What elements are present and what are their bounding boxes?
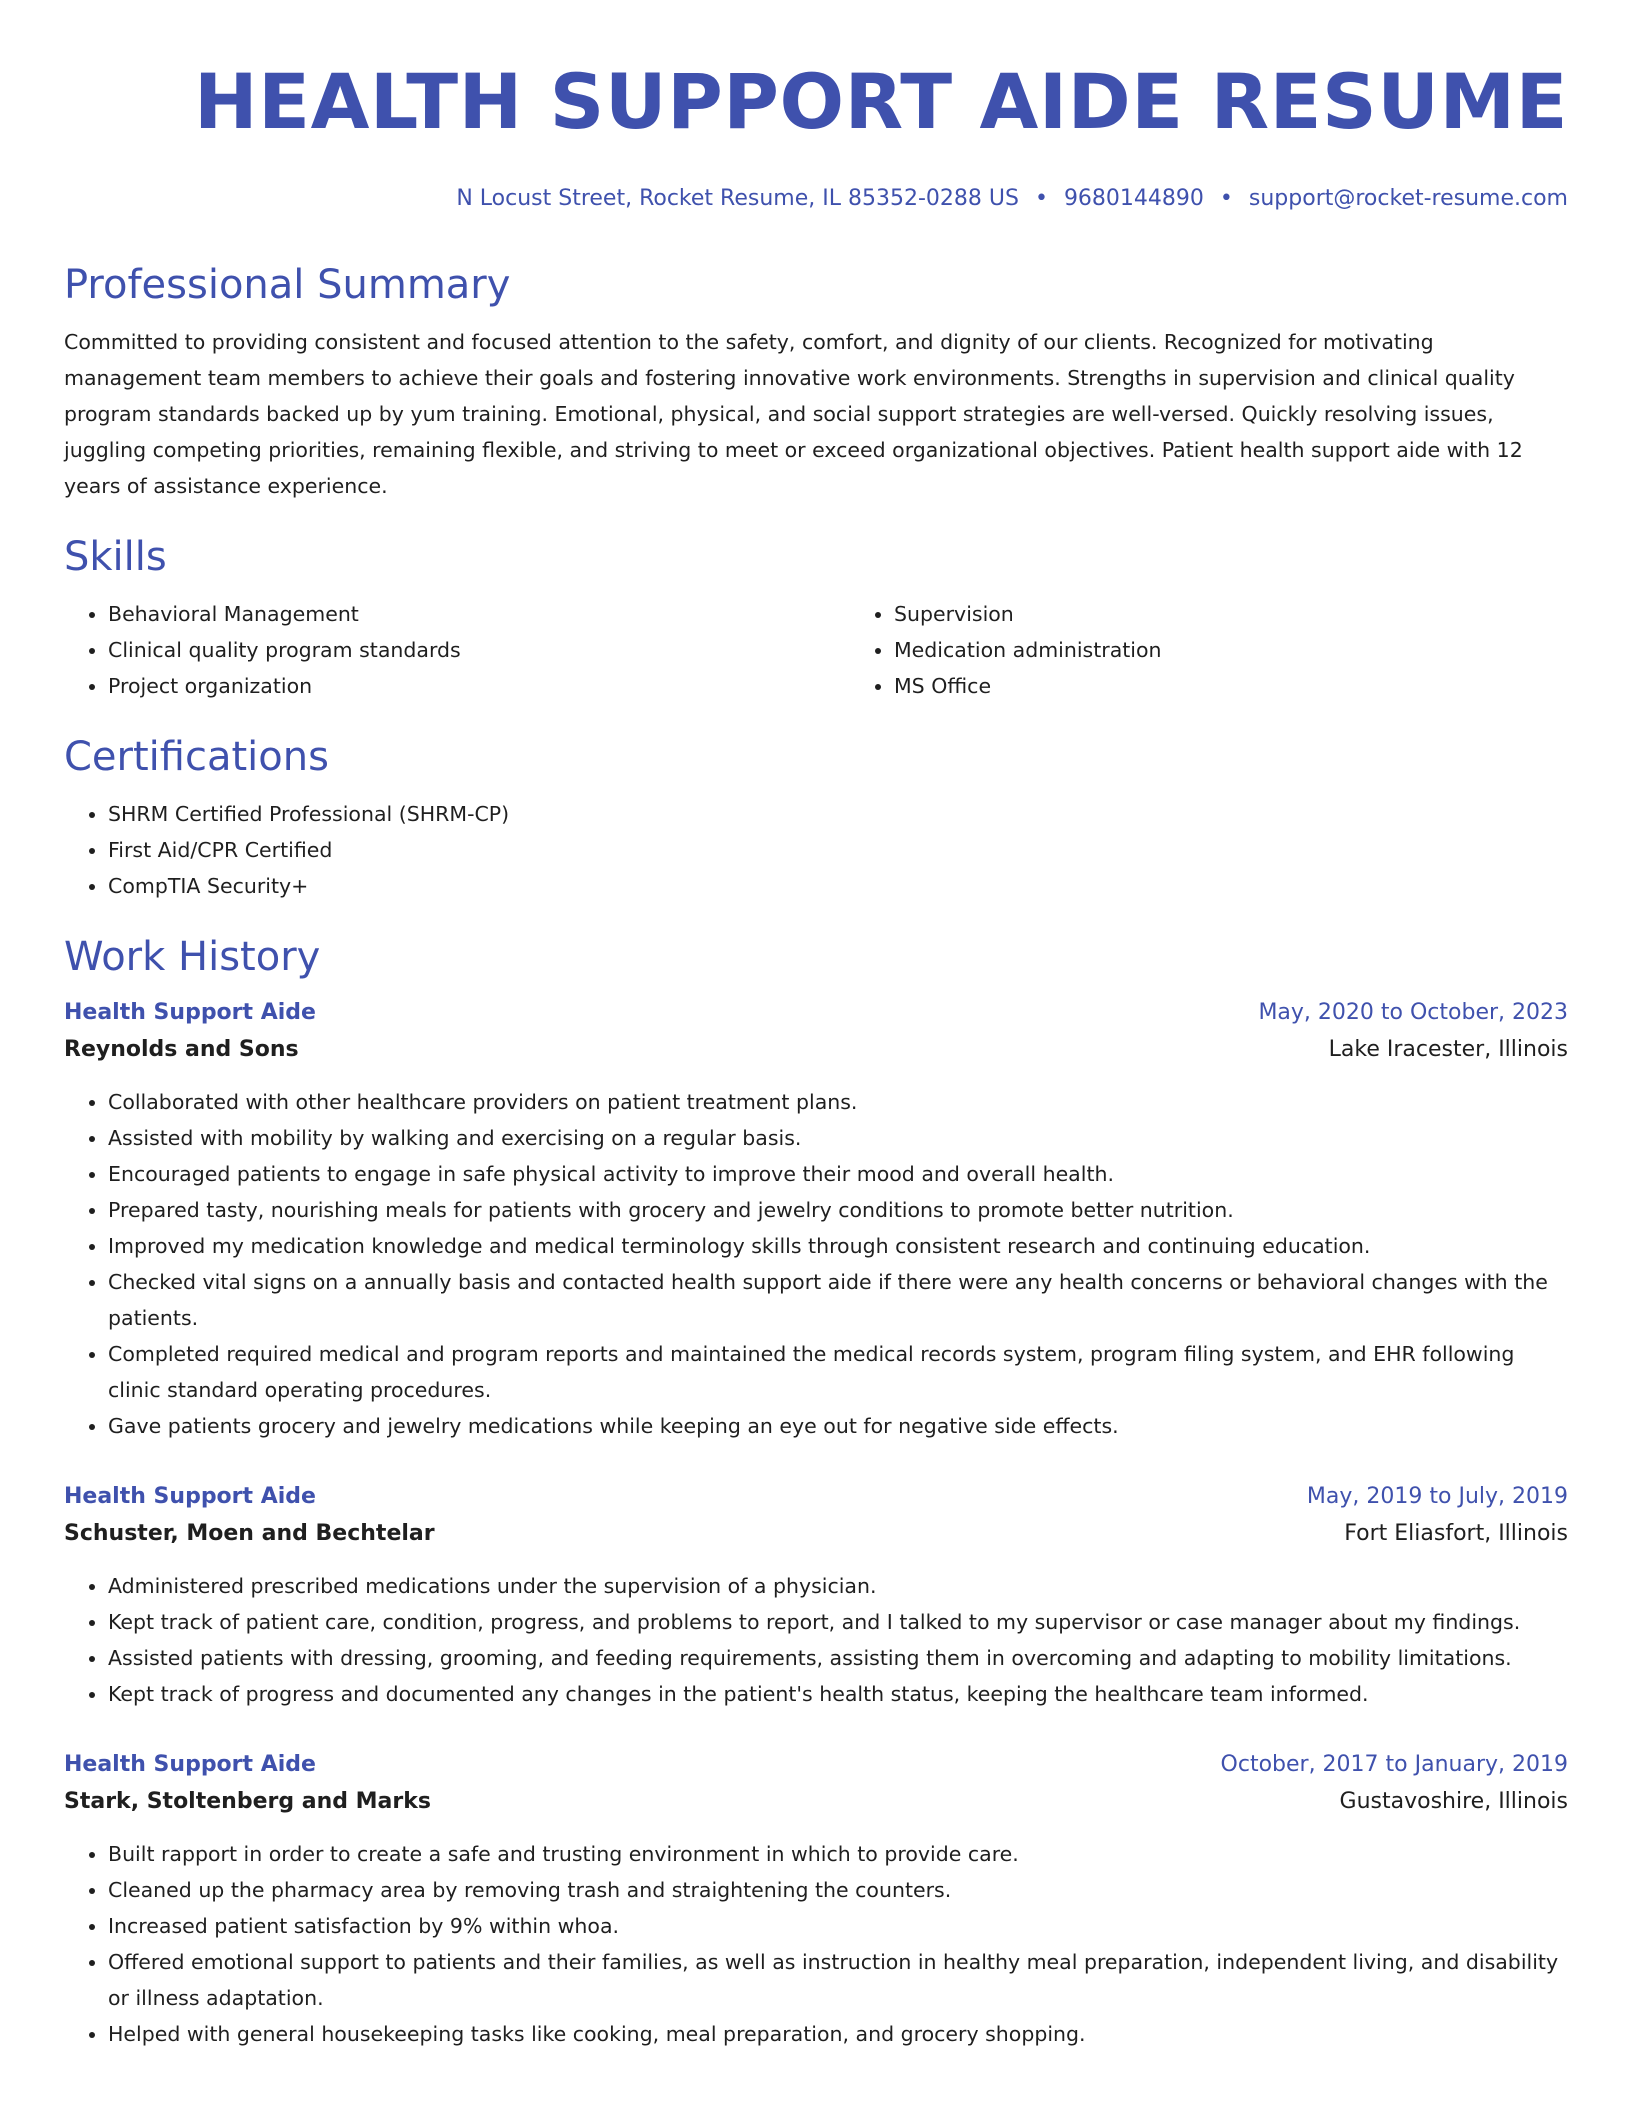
certifications-list	[64, 796, 1568, 904]
duty-item: • Assisted with mobility by walking and exercising on a regular basis.	[108, 1120, 1568, 1156]
contact-phone: 9680144890	[1063, 186, 1204, 211]
skills-list	[64, 596, 1568, 704]
skill-item: • Medication administration	[894, 632, 1632, 668]
skills-column-right	[850, 596, 1632, 704]
duty-item: • Assisted patients with dressing, grooming, and feeding requirements, assisting them in overcoming and adapting to mobility limitations.	[108, 1640, 1568, 1676]
duty-item: • Kept track of patient care, condition, progress, and problems to report, and I talked to my supervisor or case manager about my findings.	[108, 1604, 1568, 1640]
duty-item: • Checked vital signs on a annually basis and contacted health support aide if there were any health concerns or behavioral changes with the patients.	[108, 1264, 1568, 1336]
job-location: Gustavoshire, Illinois	[1339, 1789, 1568, 1814]
job-company: Schuster, Moen and Bechtelar	[64, 1521, 435, 1546]
job-location: Lake Iracester, Illinois	[1328, 1037, 1568, 1062]
duty-item: • Prepared tasty, nourishing meals for patients with grocery and jewelry conditions to promote better nutrition.	[108, 1192, 1568, 1228]
job-entry	[64, 1480, 1568, 1712]
job-duties	[64, 1836, 1568, 2052]
contact-line	[64, 184, 1568, 214]
duty-item: • Built rapport in order to create a safe and trusting environment in which to provide care.	[108, 1836, 1568, 1872]
certifications-heading: Certifications	[64, 734, 329, 780]
job-duties	[64, 1568, 1568, 1712]
duty-item: • Encouraged patients to engage in safe physical activity to improve their mood and overall health.	[108, 1156, 1568, 1192]
job-company-row	[64, 1782, 1568, 1822]
job-title-row	[64, 996, 1568, 1030]
skill-item: • Project organization	[108, 668, 850, 704]
duty-item: • Collaborated with other healthcare providers on patient treatment plans.	[108, 1084, 1568, 1120]
duty-item: • Improved my medication knowledge and medical terminology skills through consistent research and continuing education.	[108, 1228, 1568, 1264]
certification-item: • First Aid/CPR Certified	[108, 832, 1568, 868]
summary-heading: Professional Summary	[64, 262, 511, 308]
job-company-row	[64, 1514, 1568, 1554]
job-entry	[64, 996, 1568, 1444]
contact-email[interactable]: support@rocket-resume.com	[1248, 186, 1568, 211]
job-title-row	[64, 1480, 1568, 1514]
skill-item: • Clinical quality program standards	[108, 632, 850, 668]
duty-item: • Gave patients grocery and jewelry medications while keeping an eye out for negative side effects.	[108, 1408, 1568, 1444]
skill-item: • Supervision	[894, 596, 1632, 632]
certification-item: • CompTIA Security+	[108, 868, 1568, 904]
job-title: Health Support Aide	[64, 1000, 316, 1025]
job-title-row	[64, 1748, 1568, 1782]
job-location: Fort Eliasfort, Illinois	[1344, 1521, 1568, 1546]
contact-address: N Locust Street, Rocket Resume, IL 85352-0288 US	[456, 186, 1019, 211]
resume-name: HEALTH SUPPORT AIDE RESUME	[194, 57, 1568, 146]
job-company: Reynolds and Sons	[64, 1037, 299, 1062]
job-dates: May, 2020 to October, 2023	[1258, 1000, 1568, 1025]
contact-separator: •	[1034, 186, 1048, 211]
duty-item: • Increased patient satisfaction by 9% within whoa.	[108, 1908, 1568, 1944]
duty-item: • Helped with general housekeeping tasks like cooking, meal preparation, and grocery shopping.	[108, 2016, 1568, 2052]
summary-text: Committed to providing consistent and focused attention to the safety, comfort, and dignity of our clients. Recognized for motivating management team members to achieve their goals and fostering innovative work environments. Strengths in supervision and clinical quality program standards backed up by yum training. Emotional, physical, and social support strategies are well-versed. Quickly resolving issues, juggling competing priorities, remaining flexible, and striving to meet or exceed organizational objectives. Patient health support aide with 12 years of assistance experience.	[64, 330, 1523, 498]
duty-item: • Kept track of progress and documented any changes in the patient's health status, keeping the healthcare team informed.	[108, 1676, 1568, 1712]
skill-item: • Behavioral Management	[108, 596, 850, 632]
contact-separator: •	[1219, 186, 1233, 211]
job-title: Health Support Aide	[64, 1484, 316, 1509]
work-history-heading: Work History	[64, 934, 321, 980]
duty-item: • Cleaned up the pharmacy area by removing trash and straightening the counters.	[108, 1872, 1568, 1908]
skill-item: • MS Office	[894, 668, 1632, 704]
job-title: Health Support Aide	[64, 1752, 316, 1777]
job-company-row	[64, 1030, 1568, 1070]
duty-item: • Offered emotional support to patients and their families, as well as instruction in healthy meal preparation, independent living, and disability or illness adaptation.	[108, 1944, 1568, 2016]
job-company: Stark, Stoltenberg and Marks	[64, 1789, 431, 1814]
job-duties	[64, 1084, 1568, 1444]
duty-item: • Administered prescribed medications under the supervision of a physician.	[108, 1568, 1568, 1604]
skills-heading: Skills	[64, 534, 167, 580]
skills-column-left	[64, 596, 850, 704]
job-dates: May, 2019 to July, 2019	[1306, 1484, 1568, 1509]
duty-item: • Completed required medical and program reports and maintained the medical records system, program filing system, and EHR following clinic standard operating procedures.	[108, 1336, 1568, 1408]
certification-item: • SHRM Certified Professional (SHRM-CP)	[108, 796, 1568, 832]
job-entry	[64, 1748, 1568, 2052]
job-dates: October, 2017 to January, 2019	[1220, 1752, 1568, 1777]
